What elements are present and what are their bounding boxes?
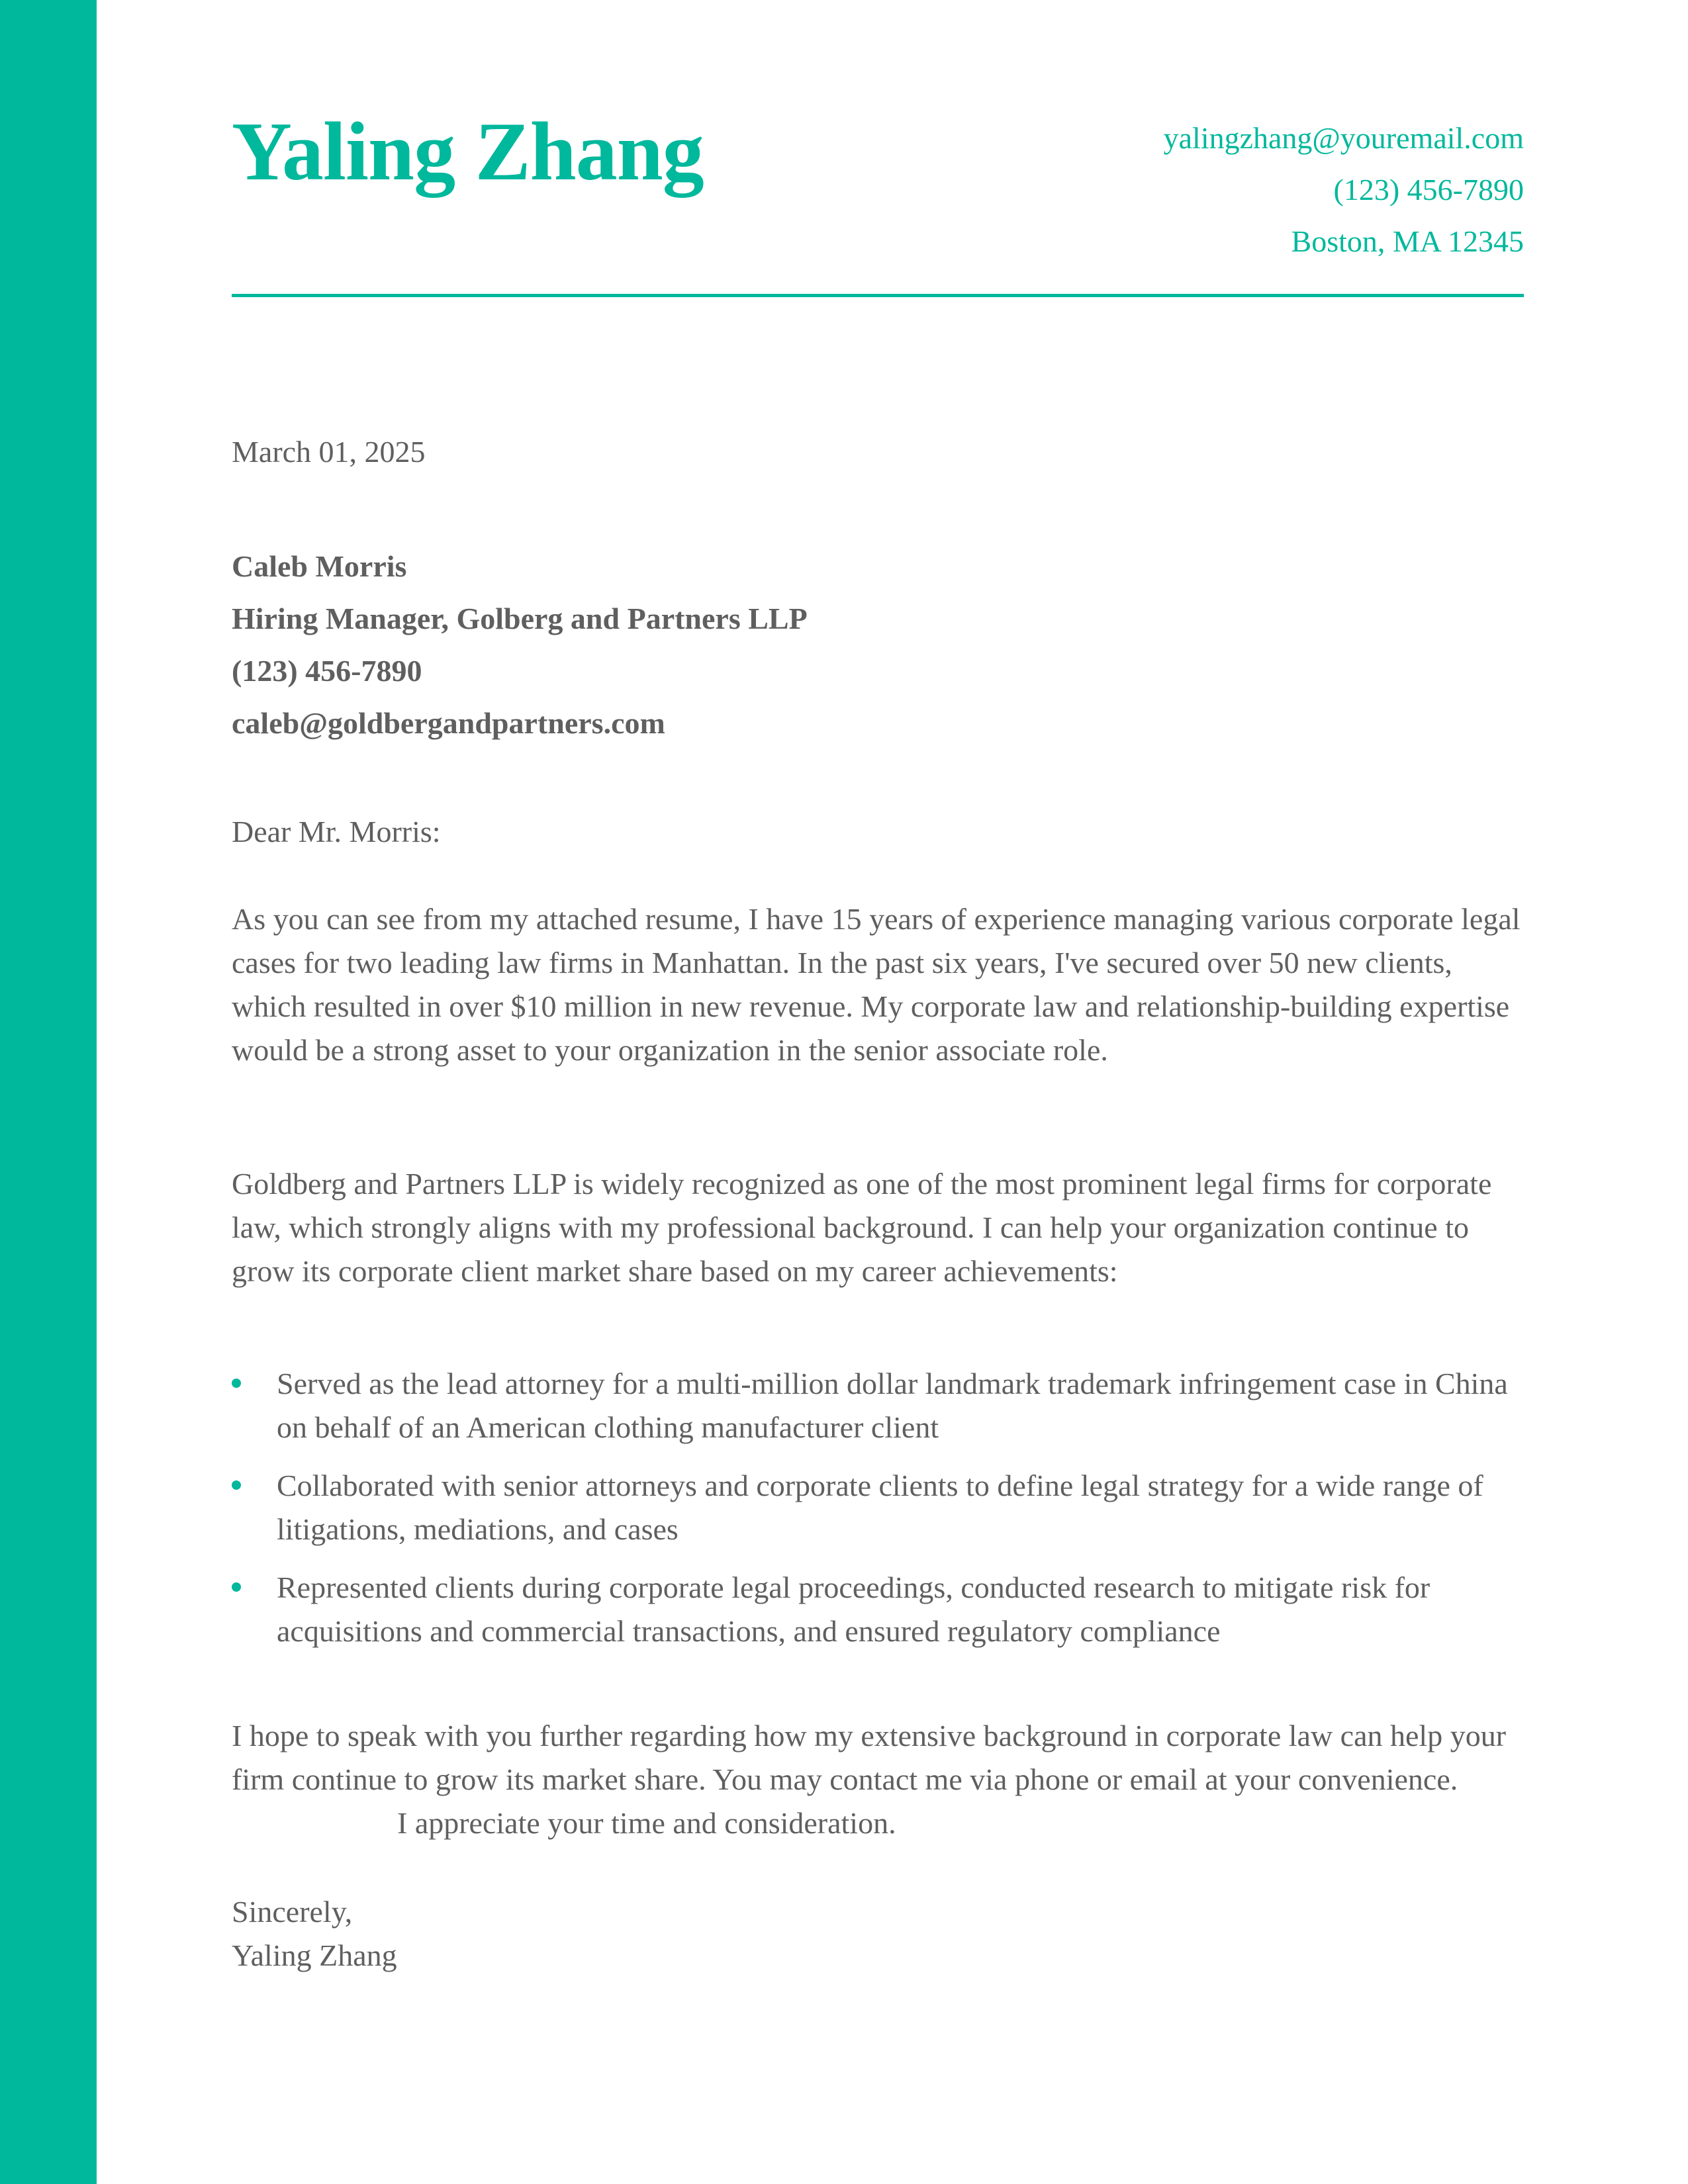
letter-date: March 01, 2025	[232, 435, 426, 469]
intro-paragraph: As you can see from my attached resume, I have 15 years of experience managing various corporate legal cases for two leading law firms in Manhattan. In the past six years, I've secured over 50 new clients, which resulted in over $10 million in new revenue. My corporate law and relationship-building expertise would be a strong asset to your organization in the senior associate role.	[232, 902, 1521, 1067]
header-divider	[232, 294, 1524, 297]
sign-off: Sincerely,	[232, 1895, 353, 1929]
cover-letter-page	[232, 0, 1524, 2184]
list-item	[232, 1362, 1524, 1449]
achievements-list	[232, 1362, 1524, 1668]
sender-email[interactable]: yalingzhang@youremail.com	[1163, 121, 1524, 155]
closing-text-part1: I hope to speak with you further regarding how my extensive background in corporate law can help your firm continue to grow its market share. You may contact me via phone or email at your convenience.	[232, 1719, 1507, 1796]
closing-text-part2: I appreciate your time and consideration.	[397, 1806, 896, 1840]
achievement-text: Represented clients during corporate legal proceedings, conducted research to mitigate risk for acquisitions and commercial transactions, and ensured regulatory compliance	[277, 1570, 1430, 1648]
accent-side-bar	[0, 0, 97, 2184]
bullet-dot-icon	[232, 1582, 241, 1592]
list-item	[232, 1464, 1524, 1551]
sign-off-block	[232, 1890, 397, 1978]
recipient-email[interactable]: caleb@goldbergandpartners.com	[232, 706, 665, 740]
recipient-title: Hiring Manager, Golberg and Partners LLP	[232, 602, 808, 635]
achievement-text: Collaborated with senior attorneys and corporate clients to define legal strategy for a wide range of litigations, mediations, and cases	[277, 1469, 1483, 1546]
recipient-name: Caleb Morris	[232, 549, 407, 583]
bullet-dot-icon	[232, 1480, 241, 1490]
recipient-phone: (123) 456-7890	[232, 654, 422, 688]
signature: Yaling Zhang	[232, 1938, 397, 1972]
closing-paragraph	[232, 1714, 1524, 1845]
letter-header	[232, 99, 1524, 298]
sender-name: Yaling Zhang	[232, 106, 704, 198]
achievement-text: Served as the lead attorney for a multi-million dollar landmark trademark infringement case in China on behalf of an American clothing manufacturer client	[277, 1367, 1508, 1444]
recipient-block	[232, 540, 808, 749]
sender-contact	[1164, 113, 1524, 267]
sender-location: Boston, MA 12345	[1291, 224, 1524, 258]
firm-paragraph: Goldberg and Partners LLP is widely recognized as one of the most prominent legal firms for corporate law, which strongly aligns with my professional background. I can help your organization continue to grow its corporate client market share based on my career achievements:	[232, 1167, 1492, 1288]
bullet-dot-icon	[232, 1379, 241, 1388]
sender-phone: (123) 456-7890	[1333, 173, 1524, 206]
list-item	[232, 1566, 1524, 1653]
salutation: Dear Mr. Morris:	[232, 815, 441, 848]
